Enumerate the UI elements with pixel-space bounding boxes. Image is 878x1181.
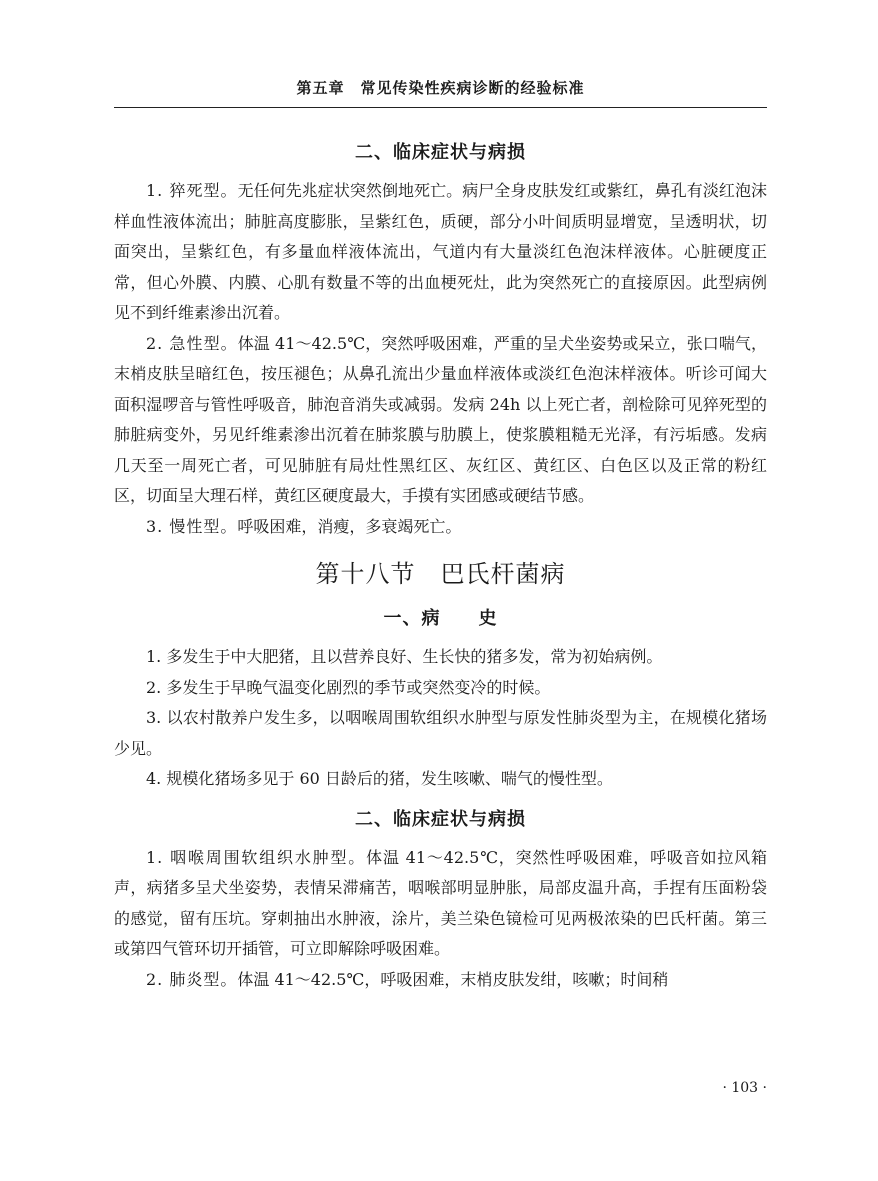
- history-item: 2. 多发生于早晚气温变化剧烈的季节或突然变冷的时候。: [146, 677, 551, 697]
- page-number: · 103 ·: [722, 1080, 767, 1096]
- clinical-heading: 二、临床症状与病损: [355, 808, 526, 830]
- paragraph-acute: [114, 329, 767, 512]
- history-item: 1. 多发生于中大肥猪，且以营养良好、生长快的猪多发，常为初始病例。: [146, 647, 663, 666]
- paragraph-pneumonia: [114, 965, 767, 996]
- paragraph-chronic: [114, 512, 767, 543]
- paragraph-lead: 2. 肺炎型。: [146, 969, 238, 989]
- history-item: 3. 以农村散养户发生多，以咽喉周围软组织水肿型与原发性肺炎型为主，在规模化猪场少见。: [114, 708, 767, 758]
- paragraph-text: 体温 41～42.5℃，呼吸困难，末梢皮肤发绀，咳嗽；时间稍: [237, 969, 669, 989]
- paragraph-text: 呼吸困难，消瘦，多衰竭死亡。: [237, 516, 462, 536]
- paragraph-text: 体温 41～42.5℃，突然呼吸困难，严重的呈犬坐姿势或呆立，张口喘气，末梢皮肤呈暗红色，按压褪色；从鼻孔流出少量血样液体或淡红色泡沫样液体。听诊可闻大面积湿啰音与管性呼吸音，肺泡音消失或减弱。发病 24h 以上死亡者，剖检除可见猝死型的肺脏病变外，另见纤维素渗出沉着在肺浆膜与肋膜上，使浆膜粗糙无光泽，有污垢感。发病几天至一周死亡者，可见肺脏有局灶性黑红区、灰红区、黄红区、白色区以及正常的粉红区，切面呈大理石样，黄红区硬度最大，手摸有实团感或硬结节感。: [114, 333, 767, 505]
- paragraph-lead: 3. 慢性型。: [146, 516, 238, 536]
- paragraph-sudden-death: [114, 176, 767, 329]
- paragraph-throat-edema: [114, 843, 767, 965]
- history-item: 4. 规模化猪场多见于 60 日龄后的猪，发生咳嗽、喘气的慢性型。: [146, 769, 613, 788]
- history-heading: 一、病 史: [383, 608, 498, 629]
- paragraph-text: 体温 41～42.5℃，突然性呼吸困难，呼吸音如拉风箱声，病猪多呈犬坐姿势，表情呆滞痛苦，咽喉部明显肿胀，局部皮温升高，手捏有压面粉袋的感觉，留有压坑。穿刺抽出水肿液，涂片，美兰染色镜检可见两极浓染的巴氏杆菌。第三或第四气管环切开插管，可立即解除呼吸困难。: [114, 847, 767, 958]
- running-head: 第五章 常见传染性疾病诊断的经验标准: [296, 79, 585, 97]
- paragraph-lead: 2. 急性型。: [146, 333, 238, 353]
- paragraph-lead: 1. 咽喉周围软组织水肿型。: [146, 847, 367, 867]
- paragraph-text: 无任何先兆症状突然倒地死亡。病尸全身皮肤发红或紫红，鼻孔有淡红泡沫样血性液体流出；肺脏高度膨胀，呈紫红色，质硬，部分小叶间质明显增宽，呈透明状，切面突出，呈紫红色，有多量血样液体流出，气道内有大量淡红色泡沫样液体。心脏硬度正常，但心外膜、内膜、心肌有数量不等的出血梗死灶，此为突然死亡的直接原因。此型病例见不到纤维素渗出沉着。: [114, 181, 767, 322]
- section-title: 第十八节 巴氏杆菌病: [315, 560, 566, 588]
- header-rule: [114, 107, 767, 108]
- paragraph-lead: 1. 猝死型。: [146, 181, 238, 200]
- section-heading-clinical-prev: 二、临床症状与病损: [355, 142, 526, 163]
- page-content: [114, 136, 767, 995]
